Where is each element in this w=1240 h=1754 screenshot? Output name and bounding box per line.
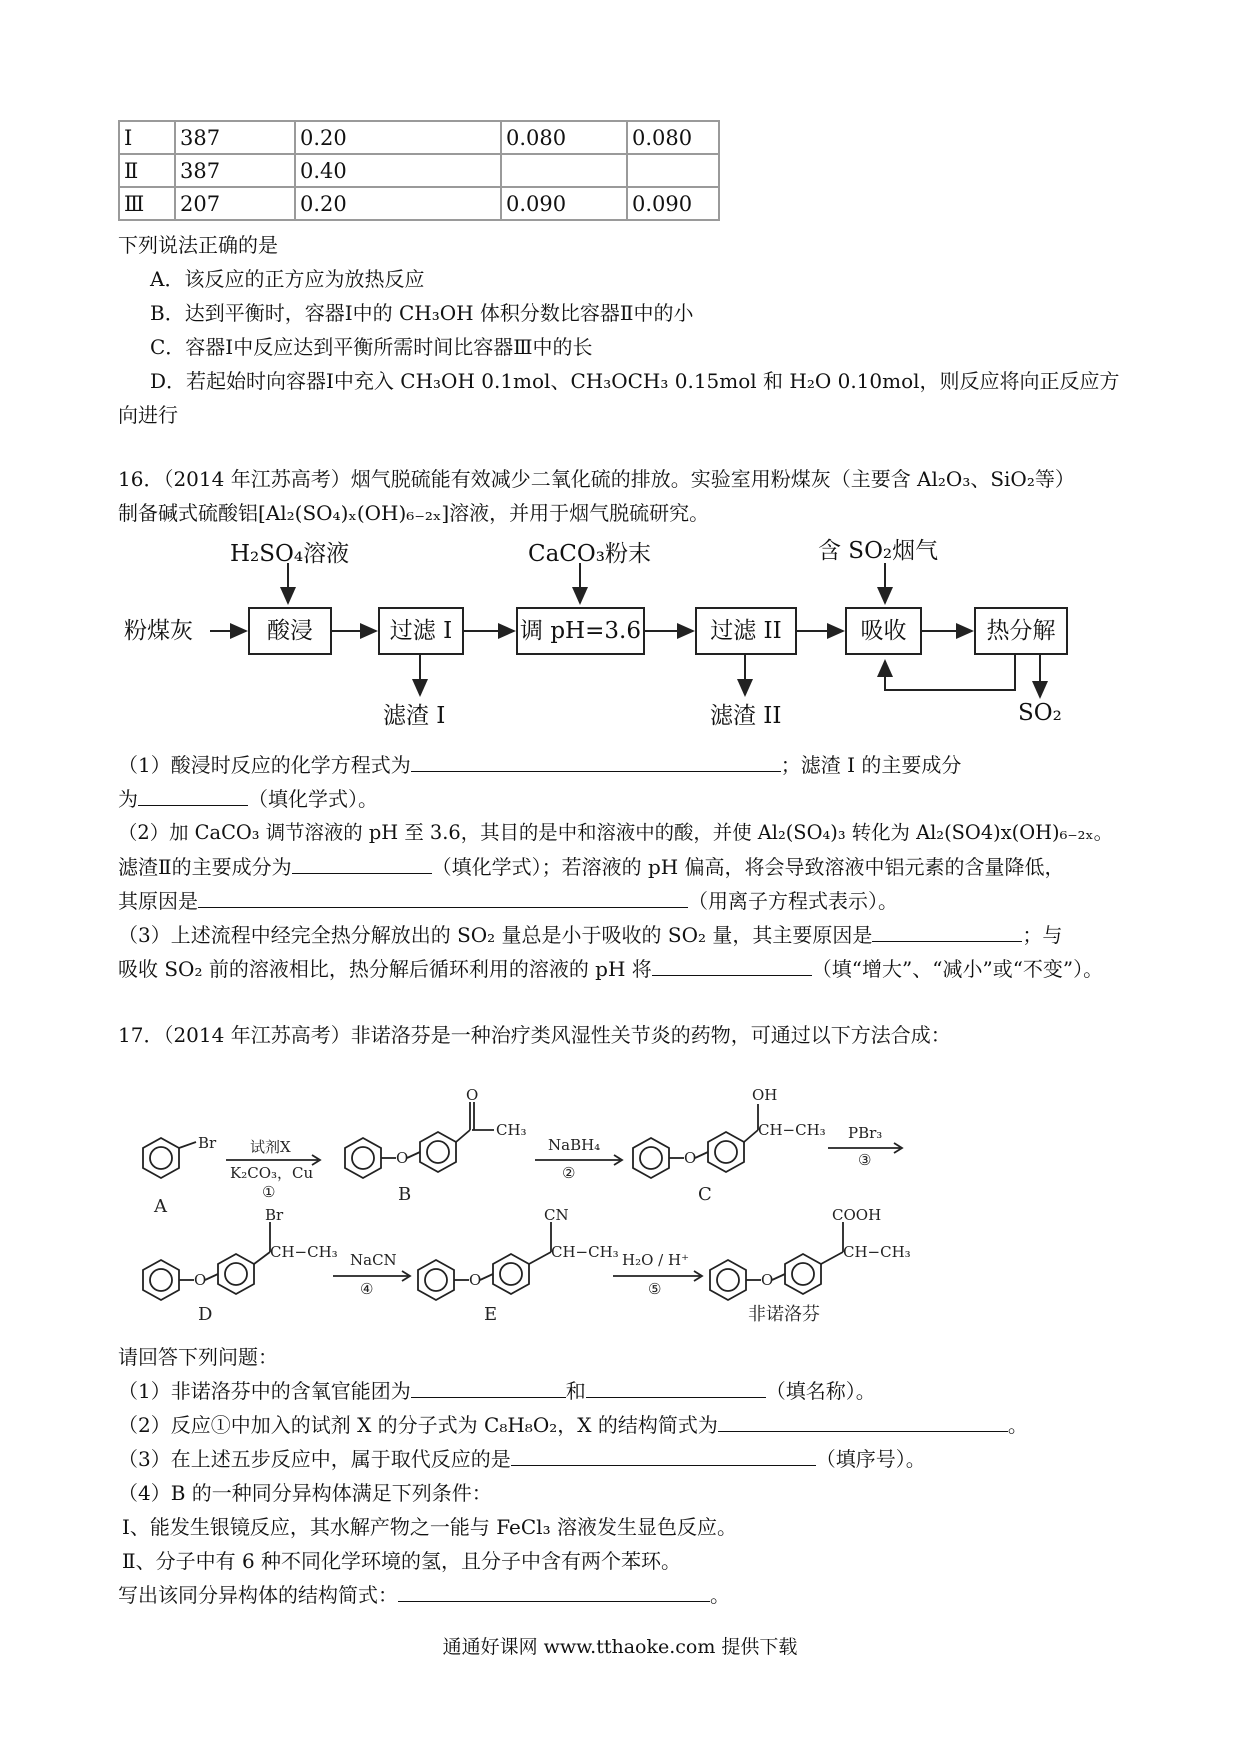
table-cell: 207 [175, 187, 295, 220]
sub-chch3-d: CH−CH₃ [270, 1243, 338, 1261]
label-fenoprofen: 非诺洛芬 [748, 1304, 820, 1325]
label-c: C [698, 1184, 712, 1205]
sub-chch3-c: CH−CH₃ [758, 1121, 826, 1139]
sub-o-b: O [396, 1149, 409, 1167]
q15-option-d: D．若起始时向容器Ⅰ中充入 CH₃OH 0.1mol、CH₃OCH₃ 0.15mol 和 H₂O 0.10mol，则反应将向正反应方 [150, 369, 1120, 393]
label-d: D [198, 1304, 213, 1325]
q17-part3 [118, 1442, 926, 1476]
q17-part1-and: 和 [565, 1379, 586, 1403]
answer-blank[interactable] [411, 1375, 566, 1398]
label-e: E [484, 1304, 498, 1325]
reagent-k2co3-cu: K₂CO₃，Cu [230, 1164, 314, 1182]
sub-ch3-b: CH₃ [496, 1121, 527, 1139]
reagent-nacn: NaCN [350, 1251, 397, 1269]
step-2: ② [562, 1164, 576, 1182]
q17-part3-text: （3）在上述五步反应中，属于取代反应的是 [118, 1447, 511, 1471]
reagent-x: 试剂X [250, 1138, 291, 1156]
sub-cooh-f: COOH [832, 1206, 882, 1224]
flow-output-residue-2: 滤渣 II [710, 703, 782, 729]
sub-o-d: O [194, 1271, 207, 1289]
step-1: ① [262, 1183, 276, 1201]
sub-o-e: O [469, 1271, 482, 1289]
q15-option-c: C．容器Ⅰ中反应达到平衡所需时间比容器Ⅲ中的长 [150, 335, 593, 359]
flow-box-absorb: 吸收 [845, 607, 922, 655]
q16-part3-text4: （填“增大”、“减小”或“不变”）。 [811, 957, 1104, 981]
q16-part1-text4: （填化学式）。 [248, 787, 378, 811]
table-cell: 387 [175, 154, 295, 187]
flow-start-label: 粉煤灰 [124, 618, 193, 644]
step-4: ④ [360, 1280, 374, 1298]
q16-part1-text3: 为 [118, 787, 138, 811]
sub-oh-c: OH [752, 1086, 778, 1104]
q16-part3-text3: 吸收 SO₂ 前的溶液相比，热分解后循环利用的溶液的 pH 将 [118, 957, 652, 981]
q16-part2-text3: 其原因是 [118, 889, 198, 913]
table-cell: 0.090 [627, 187, 719, 220]
reagent-pbr3: PBr₃ [848, 1124, 883, 1142]
q16-part3-text: （3）上述流程中经完全热分解放出的 SO₂ 量总是小于吸收的 SO₂ 量，其主要原因是 [118, 923, 873, 947]
sub-br-a: Br [198, 1134, 217, 1152]
q17-part4: （4）B 的一种同分异构体满足下列条件： [118, 1481, 492, 1505]
table-cell: Ⅰ [119, 121, 175, 154]
q15-option-a: A．该反应的正方应为放热反应 [150, 267, 425, 291]
q16-part2: （2）加 CaCO₃ 调节溶液的 pH 至 3.6，其目的是中和溶液中的酸，并使 Al₂(SO₄)₃ 转化为 Al₂(SO4)x(OH)₆₋₂ₓ。 [118, 821, 1113, 844]
reagent-nabh4: NaBH₄ [548, 1136, 601, 1154]
q16-line2: 制备碱式硫酸铝[Al₂(SO₄)ₓ(OH)₆₋₂ₓ]溶液，并用于烟气脱硫研究。 [118, 501, 710, 525]
q17-part1 [118, 1374, 876, 1408]
q17-part2-text: （2）反应①中加入的试剂 X 的分子式为 C₈H₈O₂，X 的结构简式为 [118, 1413, 718, 1437]
sub-br-d: Br [265, 1206, 284, 1224]
q17-part2 [118, 1408, 1028, 1442]
table-cell: Ⅱ [119, 154, 175, 187]
q16-part1-text2: ；滤渣 I 的主要成分 [780, 753, 962, 777]
step-5: ⑤ [648, 1280, 662, 1298]
label-a: A [154, 1196, 167, 1217]
reagent-h2o-h: H₂O / H⁺ [622, 1251, 689, 1269]
table-cell: 0.20 [295, 121, 501, 154]
q17-line1: 17．（2014 年江苏高考）非诺洛芬是一种治疗类风湿性关节炎的药物，可通过以下方法合成： [118, 1023, 951, 1047]
q17-condition-1: Ⅰ、能发生银镜反应，其水解产物之一能与 FeCl₃ 溶液发生显色反应。 [122, 1515, 737, 1539]
q16-part3-text2: ；与 [1022, 923, 1063, 947]
q15-option-b: B．达到平衡时，容器Ⅰ中的 CH₃OH 体积分数比容器Ⅱ中的小 [150, 301, 694, 325]
sub-o-carbonyl: O [466, 1086, 479, 1104]
table-cell: 387 [175, 121, 295, 154]
table-cell: 0.20 [295, 187, 501, 220]
table-cell: 0.090 [501, 187, 627, 220]
sub-chch3-f: CH−CH₃ [843, 1243, 911, 1261]
flow-output-so2: SO₂ [1018, 700, 1062, 726]
page-footer: 通通好课网 www.tthaoke.com 提供下载 [442, 1636, 798, 1658]
answer-blank[interactable] [511, 1443, 816, 1466]
flow-output-residue-1: 滤渣 I [383, 703, 446, 729]
q16-part1-text: （1）酸浸时反应的化学方程式为 [118, 753, 411, 777]
flow-input-h2so4: H₂SO₄溶液 [230, 541, 350, 567]
table-cell: 0.080 [627, 121, 719, 154]
flow-input-so2-gas: 含 SO₂烟气 [818, 538, 939, 564]
table-cell: 0.080 [501, 121, 627, 154]
q17-part1-text: （1）非诺洛芬中的含氧官能团为 [118, 1379, 411, 1403]
table-cell: 0.40 [295, 154, 501, 187]
sub-o-f: O [761, 1271, 774, 1289]
q17-condition-2: Ⅱ、分子中有 6 种不同化学环境的氢，且分子中含有两个苯环。 [122, 1549, 682, 1573]
q15-stem: 下列说法正确的是 [118, 233, 278, 257]
flow-box-filter-1: 过滤 I [378, 607, 464, 655]
q17-part5-text2: 。 [710, 1583, 730, 1607]
answer-blank[interactable] [398, 1579, 710, 1602]
flow-box-acid-leach: 酸浸 [248, 607, 332, 655]
answer-blank[interactable] [586, 1375, 766, 1398]
sub-o-c: O [684, 1149, 697, 1167]
label-b: B [398, 1184, 412, 1205]
q17-part3-text2: （填序号）。 [815, 1447, 926, 1471]
q17-part5 [118, 1578, 730, 1612]
sub-cn-e: CN [544, 1206, 569, 1224]
q17-part2-text2: 。 [1007, 1413, 1028, 1437]
q17-ask: 请回答下列问题： [118, 1345, 278, 1369]
table-cell: Ⅲ [119, 187, 175, 220]
flow-box-adjust-ph: 调 pH=3.6 [516, 607, 645, 655]
q17-part1-text2: （填名称）。 [765, 1379, 876, 1403]
flow-input-caco3: CaCO₃粉末 [528, 541, 651, 567]
q17-part5-text: 写出该同分异构体的结构简式： [118, 1583, 398, 1607]
q15-option-d-cont: 向进行 [118, 403, 178, 427]
q16-part2-text4: （用离子方程式表示）。 [688, 889, 898, 913]
q16-part2-text: 滤渣Ⅱ的主要成分为 [118, 855, 292, 879]
flow-box-thermal-decomp: 热分解 [974, 607, 1068, 655]
flow-box-filter-2: 过滤 II [695, 607, 797, 655]
q16-part2-text2: （填化学式）；若溶液的 pH 偏高，将会导致溶液中铝元素的含量降低， [431, 855, 1065, 879]
sub-chch3-e: CH−CH₃ [551, 1243, 619, 1261]
answer-blank[interactable] [718, 1409, 1008, 1432]
step-3: ③ [858, 1151, 872, 1169]
q16-line1: 16．（2014 年江苏高考）烟气脱硫能有效减少二氧化硫的排放。实验室用粉煤灰（主要含 Al₂O₃、SiO₂等） [118, 467, 1075, 491]
